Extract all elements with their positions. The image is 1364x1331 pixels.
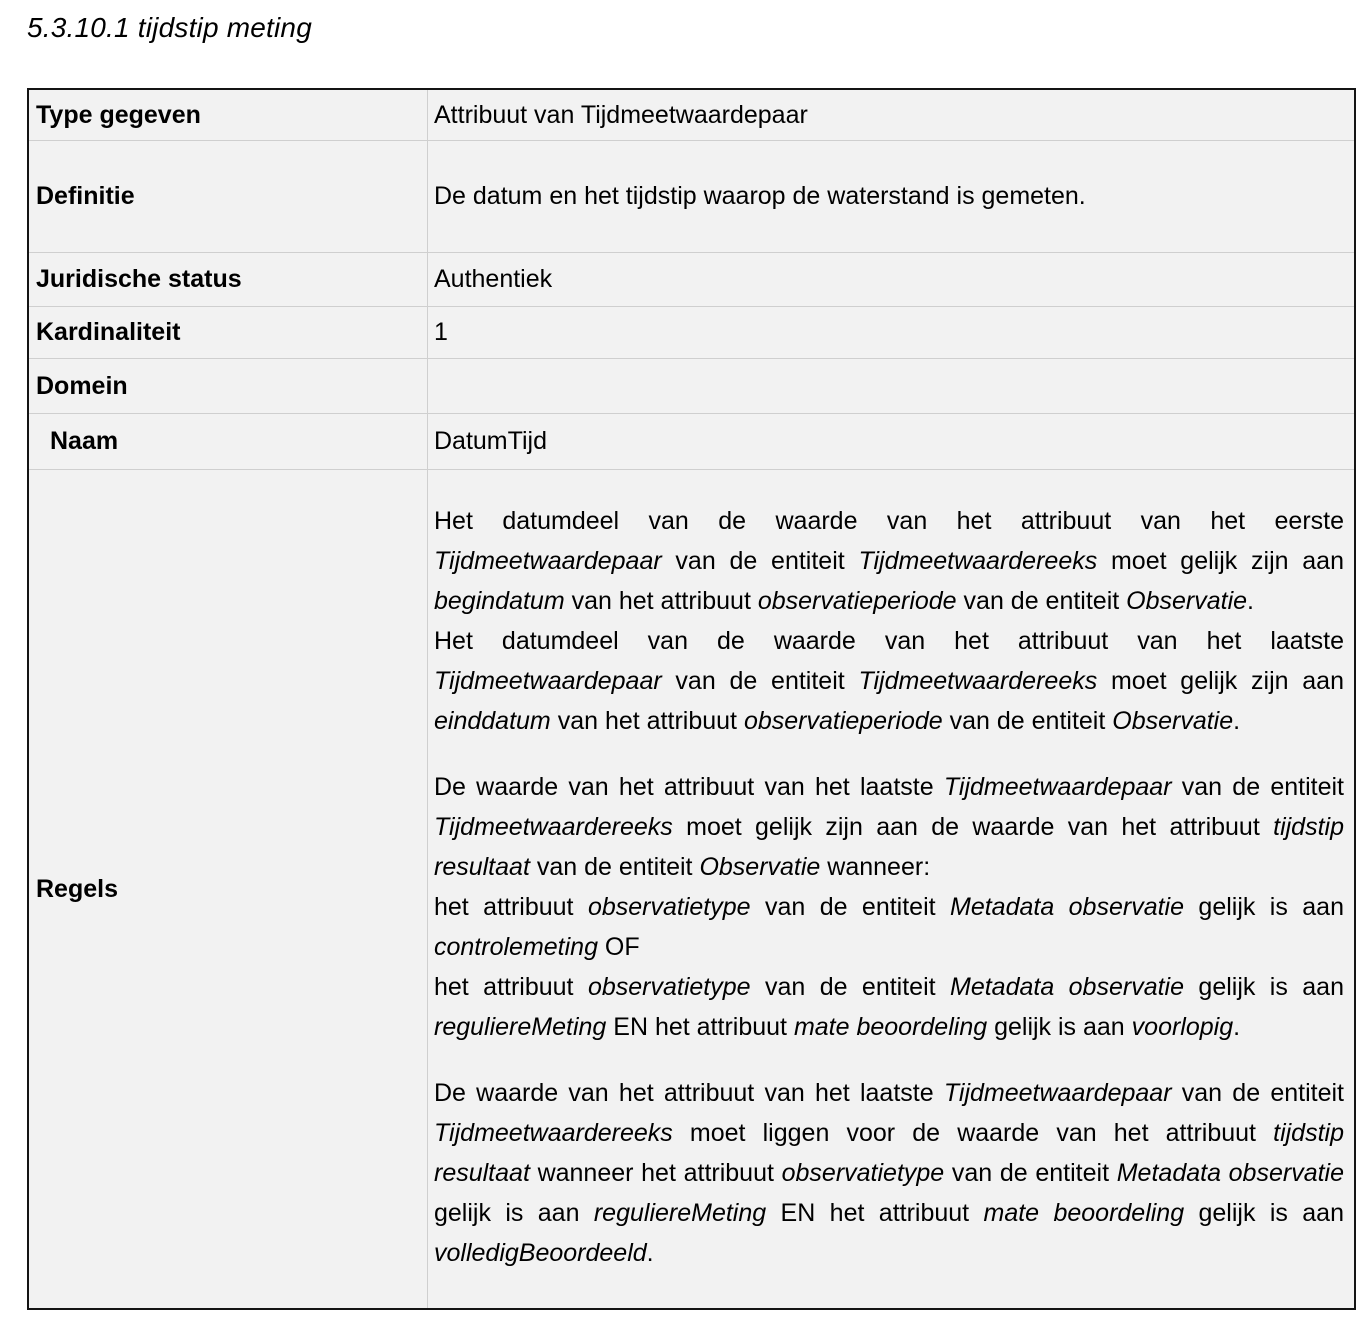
spec-row-domein [29,358,1354,413]
spec-row-regels [29,469,1354,1308]
spec-row-type-gegeven [29,90,1354,140]
row-label-kardinaliteit: Kardinaliteit [29,307,428,358]
row-label-type-gegeven: Type gegeven [29,90,428,140]
spec-row-kardinaliteit [29,306,1354,358]
row-value-regels: Het datumdeel van de waarde van het attribuut van het eerste Tijdmeetwaardepaar van de entiteit Tijdmeetwaardereeks moet gelijk zijn aan begindatum van het attribuut observatieperiode van de entiteit Observatie. Het datumdeel van de waarde van het attribuut van het laatste Tijdmeetwaardepaar van de entiteit Tijdmeetwaardereeks moet gelijk zijn aan einddatum van het attribuut observatieperiode van de entiteit Observatie. De waarde van het attribuut van het laatste Tijdmeetwaardepaar van de entiteit Tijdmeetwaardereeks moet gelijk zijn aan de waarde van het attribuut tijdstip resultaat van de entiteit Observatie wanneer: het attribuut observatietype van de entiteit Metadata observatie gelijk is aan controlemeting OF het attribuut observatietype van de entiteit Metadata observatie gelijk is aan reguliereMeting EN het attribuut mate beoordeling gelijk is aan voorlopig. De waarde van het attribuut van het laatste Tijdmeetwaardepaar van de entiteit Tijdmeetwaardereeks moet liggen voor de waarde van het attribuut tijdstip resultaat wanneer het attribuut observatietype van de entiteit Metadata observatie gelijk is aan reguliereMeting EN het attribuut mate beoordeling gelijk is aan volledigBeoordeeld. [434,507,1344,1267]
row-value-definitie: De datum en het tijdstip waarop de waterstand is gemeten. [434,182,1086,210]
row-label-juridische-status: Juridische status [29,253,428,306]
section-heading: 5.3.10.1 tijdstip meting [27,12,312,43]
spec-row-definitie [29,140,1354,252]
row-value-kardinaliteit: 1 [434,318,448,346]
attribute-spec-table [27,88,1356,1310]
row-label-domein: Domein [29,359,428,413]
row-value-domein [428,359,1354,413]
row-label-regels: Regels [29,470,428,1308]
row-label-definitie: Definitie [29,141,428,252]
row-value-naam: DatumTijd [434,427,547,455]
spec-row-juridische-status [29,252,1354,306]
row-value-juridische-status: Authentiek [434,265,553,293]
row-label-naam: Naam [29,414,428,469]
row-value-type-gegeven: Attribuut van Tijdmeetwaardepaar [434,100,808,129]
spec-row-naam [29,413,1354,469]
